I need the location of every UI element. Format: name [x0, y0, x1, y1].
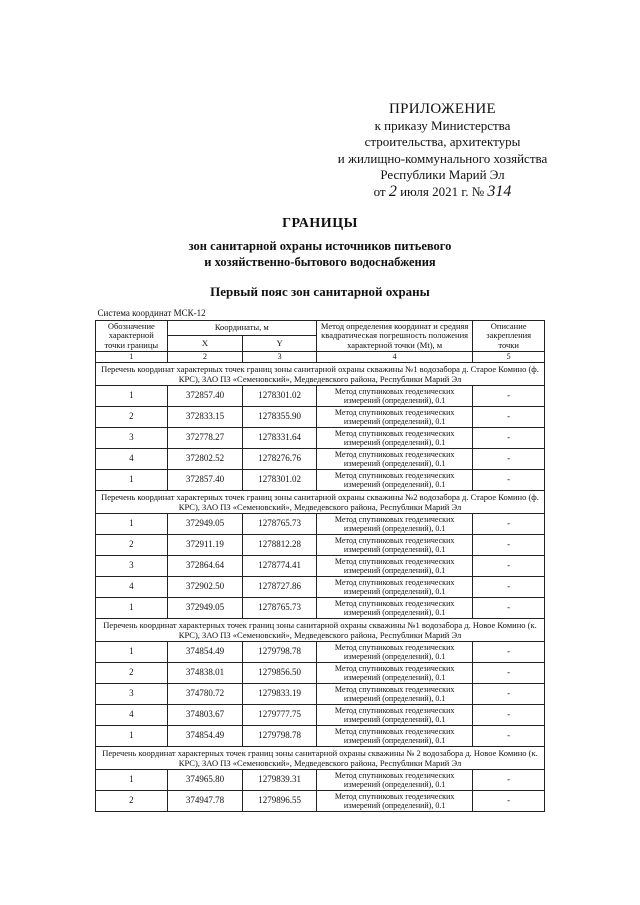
point-number: 1 — [96, 385, 168, 406]
coord-y: 1278301.02 — [243, 385, 317, 406]
coord-y: 1278812.28 — [243, 534, 317, 555]
point-row — [96, 385, 545, 406]
description-cell: - — [473, 576, 545, 597]
group-title-row — [96, 746, 545, 769]
coordinates-table-body — [96, 309, 545, 811]
description-cell: - — [473, 769, 545, 790]
point-row — [96, 683, 545, 704]
header-coordinates: Координаты, м — [167, 320, 316, 336]
group-title: Перечень координат характерных точек границ зоны санитарной охраны скважины № 2 водозабора д. Новое Комино (к. КРС), ЗАО ПЗ «Семеновский», Медведевского района, Республики Марий Эл — [96, 746, 545, 769]
appendix-date-line — [300, 184, 585, 201]
col-number: 5 — [473, 352, 545, 363]
header-method: Метод определения координат и средняя квадратическая погрешность положения характерной точки (Mt), м — [316, 320, 472, 352]
point-row — [96, 513, 545, 534]
appendix-line-3: и жилищно-коммунального хозяйства — [337, 150, 548, 166]
method-cell: Метод спутниковых геодезических измерений (определений), 0.1 — [316, 555, 472, 576]
group-title-row — [96, 490, 545, 513]
description-cell: - — [473, 385, 545, 406]
method-cell: Метод спутниковых геодезических измерений (определений), 0.1 — [316, 725, 472, 746]
point-number: 2 — [96, 662, 168, 683]
header-y: Y — [243, 336, 317, 352]
col-number: 4 — [316, 352, 472, 363]
coordinates-table — [95, 309, 545, 812]
method-cell: Метод спутниковых геодезических измерений (определений), 0.1 — [316, 683, 472, 704]
group-title: Перечень координат характерных точек границ зоны санитарной охраны скважины №1 водозабора д. Старое Комино (ф. КРС), ЗАО ПЗ «Семеновский», Медведевского района, Республики Марий Эл — [96, 362, 545, 385]
method-cell: Метод спутниковых геодезических измерений (определений), 0.1 — [316, 576, 472, 597]
point-number: 1 — [96, 641, 168, 662]
description-cell: - — [473, 704, 545, 725]
description-cell: - — [473, 790, 545, 811]
coord-y: 1279833.19 — [243, 683, 317, 704]
method-cell: Метод спутниковых геодезических измерений (определений), 0.1 — [316, 385, 472, 406]
header-description: Описание закрепления точки — [473, 320, 545, 352]
coord-x: 372857.40 — [167, 385, 243, 406]
coord-y: 1279798.78 — [243, 641, 317, 662]
point-number: 4 — [96, 448, 168, 469]
coord-y: 1278355.90 — [243, 406, 317, 427]
coord-x: 372949.05 — [167, 513, 243, 534]
col-number: 2 — [167, 352, 243, 363]
coord-y: 1279896.55 — [243, 790, 317, 811]
point-row — [96, 469, 545, 490]
group-title-row — [96, 362, 545, 385]
coord-system-row — [96, 309, 545, 320]
method-cell: Метод спутниковых геодезических измерений (определений), 0.1 — [316, 469, 472, 490]
column-number-row — [96, 352, 545, 363]
point-row — [96, 790, 545, 811]
description-cell: - — [473, 427, 545, 448]
point-number: 3 — [96, 555, 168, 576]
point-row — [96, 597, 545, 618]
coord-x: 374780.72 — [167, 683, 243, 704]
coord-y: 1278276.76 — [243, 448, 317, 469]
header-row-1 — [96, 320, 545, 336]
point-number: 1 — [96, 513, 168, 534]
point-number: 2 — [96, 790, 168, 811]
group-title: Перечень координат характерных точек границ зоны санитарной охраны скважины №1 водозабора д. Новое Комино (к. КРС), ЗАО ПЗ «Семеновский», Медведевского района, Республики Марий Эл — [96, 618, 545, 641]
description-cell: - — [473, 469, 545, 490]
point-row — [96, 641, 545, 662]
coord-x: 372802.52 — [167, 448, 243, 469]
header-x: X — [167, 336, 243, 352]
point-number: 1 — [96, 469, 168, 490]
point-number: 2 — [96, 406, 168, 427]
point-number: 1 — [96, 597, 168, 618]
appendix-line-1: к приказу Министерства — [374, 117, 511, 133]
point-row — [96, 555, 545, 576]
coord-x: 372857.40 — [167, 469, 243, 490]
point-row — [96, 662, 545, 683]
description-cell: - — [473, 406, 545, 427]
document-heading: ГРАНИЦЫ — [282, 216, 358, 231]
point-number: 4 — [96, 576, 168, 597]
point-number: 4 — [96, 704, 168, 725]
point-row — [96, 448, 545, 469]
coord-x: 374854.49 — [167, 641, 243, 662]
point-number: 3 — [96, 427, 168, 448]
point-row — [96, 406, 545, 427]
method-cell: Метод спутниковых геодезических измерений (определений), 0.1 — [316, 662, 472, 683]
group-title: Перечень координат характерных точек границ зоны санитарной охраны скважины №2 водозабора д. Старое Комино (ф. КРС), ЗАО ПЗ «Семеновский», Медведевского района, Республики Марий Эл — [96, 490, 545, 513]
method-cell: Метод спутниковых геодезических измерений (определений), 0.1 — [316, 769, 472, 790]
coord-system-label: Система координат МСК-12 — [96, 309, 545, 320]
point-number: 2 — [96, 534, 168, 555]
col-number: 1 — [96, 352, 168, 363]
appendix-title: ПРИЛОЖЕНИЕ — [388, 101, 497, 117]
coord-x: 372833.15 — [167, 406, 243, 427]
subheading-line-1: зон санитарной охраны источников питьевого — [188, 239, 452, 253]
date-day: 2 — [388, 182, 397, 200]
date-rest: июля 2021 г. № — [400, 183, 485, 199]
method-cell: Метод спутниковых геодезических измерений (определений), 0.1 — [316, 406, 472, 427]
appendix-line-4: Республики Марий Эл — [380, 167, 505, 182]
description-cell: - — [473, 513, 545, 534]
point-row — [96, 769, 545, 790]
description-cell: - — [473, 534, 545, 555]
coord-x: 374965.80 — [167, 769, 243, 790]
coord-x: 372949.05 — [167, 597, 243, 618]
coord-x: 372778.27 — [167, 427, 243, 448]
point-row — [96, 534, 545, 555]
point-number: 3 — [96, 683, 168, 704]
belt-title: Первый пояс зон санитарной охраны — [210, 284, 430, 299]
coord-y: 1279856.50 — [243, 662, 317, 683]
group-title-row — [96, 618, 545, 641]
document-subheading — [110, 238, 530, 270]
coord-y: 1278727.86 — [243, 576, 317, 597]
coord-x: 372902.50 — [167, 576, 243, 597]
point-row — [96, 704, 545, 725]
point-row — [96, 725, 545, 746]
method-cell: Метод спутниковых геодезических измерений (определений), 0.1 — [316, 427, 472, 448]
coord-y: 1278765.73 — [243, 597, 317, 618]
method-cell: Метод спутниковых геодезических измерений (определений), 0.1 — [316, 704, 472, 725]
header-designation: Обозначение характерной точки границы — [96, 320, 168, 352]
coord-y: 1279777.75 — [243, 704, 317, 725]
date-prefix: от — [373, 183, 386, 199]
subheading-line-2: и хозяйственно-бытового водоснабжения — [204, 255, 436, 269]
order-number: 314 — [487, 182, 512, 200]
description-cell: - — [473, 555, 545, 576]
coord-x: 374854.49 — [167, 725, 243, 746]
method-cell: Метод спутниковых геодезических измерений (определений), 0.1 — [316, 534, 472, 555]
coord-x: 372911.19 — [167, 534, 243, 555]
point-number: 1 — [96, 725, 168, 746]
description-cell: - — [473, 683, 545, 704]
point-number: 1 — [96, 769, 168, 790]
point-row — [96, 576, 545, 597]
coord-x: 372864.64 — [167, 555, 243, 576]
method-cell: Метод спутниковых геодезических измерений (определений), 0.1 — [316, 448, 472, 469]
description-cell: - — [473, 597, 545, 618]
method-cell: Метод спутниковых геодезических измерений (определений), 0.1 — [316, 597, 472, 618]
appendix-line-2: строительства, архитектуры — [364, 134, 521, 149]
coord-x: 374947.78 — [167, 790, 243, 811]
col-number: 3 — [243, 352, 317, 363]
method-cell: Метод спутниковых геодезических измерений (определений), 0.1 — [316, 641, 472, 662]
coord-y: 1278774.41 — [243, 555, 317, 576]
coord-y: 1279798.78 — [243, 725, 317, 746]
appendix-block — [300, 101, 585, 200]
coord-y: 1278765.73 — [243, 513, 317, 534]
description-cell: - — [473, 641, 545, 662]
coord-x: 374838.01 — [167, 662, 243, 683]
description-cell: - — [473, 662, 545, 683]
description-cell: - — [473, 448, 545, 469]
point-row — [96, 427, 545, 448]
coord-y: 1278301.02 — [243, 469, 317, 490]
coord-y: 1279839.31 — [243, 769, 317, 790]
coord-x: 374803.67 — [167, 704, 243, 725]
method-cell: Метод спутниковых геодезических измерений (определений), 0.1 — [316, 790, 472, 811]
coord-y: 1278331.64 — [243, 427, 317, 448]
method-cell: Метод спутниковых геодезических измерений (определений), 0.1 — [316, 513, 472, 534]
description-cell: - — [473, 725, 545, 746]
